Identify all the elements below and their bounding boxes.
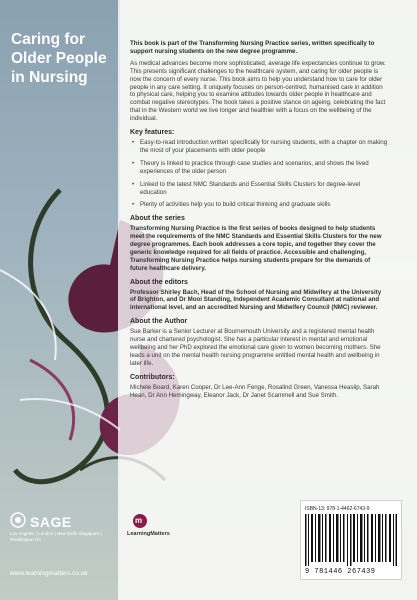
key-feature-item: • Plenty of activities help you to build critical thinking and graduate skills (130, 201, 388, 209)
publisher-logo: SAGE (30, 514, 72, 530)
author-heading: About the Author (130, 318, 188, 326)
description-paragraph: As medical advances become more sophisticated, average life expectancies continue to grow. This presents significant challenges to the healthcare system, and caring for older people is now the concern of every nurse. This book aims to help you understand how to care for older people in any care setting. It uniquely focuses on person-centred, humanised care in addition to physical care, helping you to examine attitudes towards older people in healthcare and combat negative stereotypes. The book takes a positive stance on ageing, celebrating the fact that in the Western world we live longer and healthier with a focus on the wellbeing of the individual. (130, 59, 386, 123)
contributors-heading: Contributors: (130, 373, 175, 381)
key-features-heading: Key features: (130, 129, 175, 137)
key-features-list (130, 139, 388, 209)
series-heading: About the series (130, 215, 185, 223)
barcode-icon (305, 514, 397, 566)
series-paragraph: Transforming Nursing Practice is the first series of books designed to help students meet the requirements of the NMC Standards and Essential Skills Clusters for the new degree programmes. Each book addresses a core topic, and together they cover the generic knowledge required for all fields of practice. Accessible and challenging, Transforming Nursing Practice helps nursing students prepare for the demands of future healthcare delivery. (130, 225, 382, 272)
back-cover-text (130, 40, 388, 403)
website-url: www.learningmatters.co.uk (10, 570, 88, 577)
barcode-number: 9 781446 267439 (305, 568, 376, 576)
intro-paragraph: This book is part of the Transforming Nursing Practice series, written specifically to support nursing students on the new degree programme. (130, 40, 375, 55)
key-feature-item: • Linked to the latest NMC Standards and Essential Skills Clusters for degree-level education (130, 181, 388, 197)
sage-logo-icon (10, 512, 30, 528)
isbn-label: ISBN-13: 978-1-4462-6743-9 (305, 506, 370, 512)
contributors-paragraph: Michele Board, Karen Cooper, Dr Lee-Ann Fenge, Rosalind Green, Vanessa Heaslip, Sarah Hean, Dr Ann Hemingway, Eleanor Jack, Dr Janet Scammell and Sue Smith. (130, 383, 380, 399)
book-title: Caring for Older People in Nursing (11, 31, 107, 86)
author-paragraph: Sue Barker is a Senior Lecturer at Bournemouth University and a registered mental health nurse and chartered psychologist. She has a particular interest in mental and emotional wellbeing and her PhD explored the emotional care given to women becoming mothers. She leads a unit on the mental health nursing programme entitled mental health and wellbeing in later life. (130, 328, 381, 367)
imprint-logo: LearningMatters (127, 531, 170, 537)
barcode-box (300, 500, 402, 580)
publisher-cities: Los Angeles | London | New Delhi Singapore | Washington DC (10, 531, 102, 542)
key-feature-item: • Theory is linked to practice through case studies and scenarios, and shows the lived experiences of the older person (130, 160, 388, 176)
editors-heading: About the editors (130, 278, 188, 286)
editors-paragraph: Professor Shirley Bach, Head of the School of Nursing and Midwifery at the University of Brighton, and Dr Mooi Standing, Independent Academic Consultant at national and international level, and an accredited Nursing and Midwifery Council (NMC) reviewer. (130, 288, 382, 312)
key-feature-item: • Easy-to-read introduction written specifically for nursing students, with a chapter on making the most of your placements with older people (130, 139, 388, 155)
learningmatters-logo-mark: m (135, 516, 143, 525)
